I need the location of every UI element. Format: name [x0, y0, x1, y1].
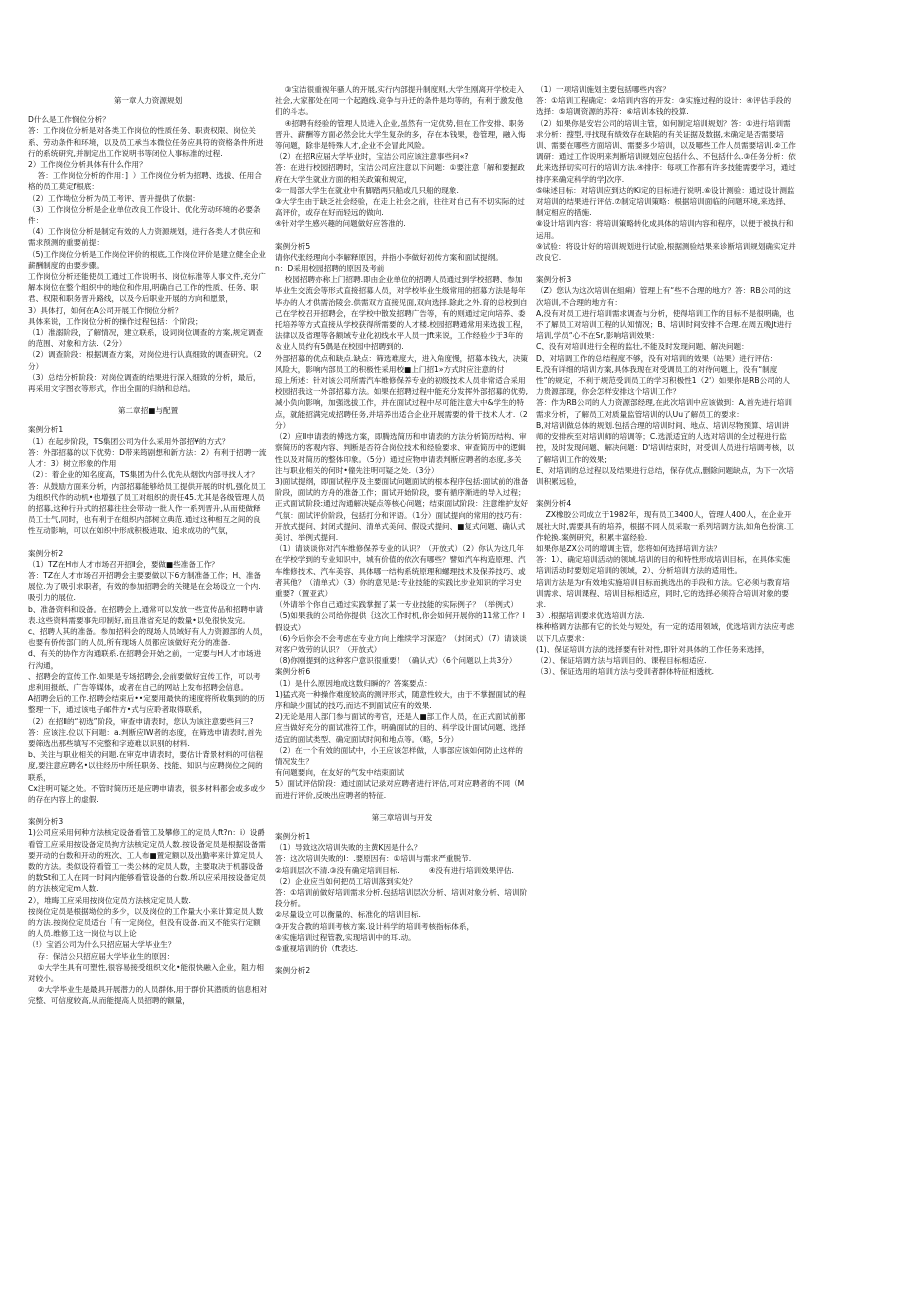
- paragraph: 答：在进行校园招聘时，宝洁公司应注意以下问题：①要注意「解和要握政府在大学生就业方面的相关政策和规定，: [275, 163, 525, 184]
- paragraph: （2）、保证培调方法与培训目的、课程目标相适应.: [536, 655, 707, 665]
- paragraph: 答：①培训前做好培训需求分析.包括培训层次分析、培训对象分析、培训阶段分析。: [275, 888, 528, 909]
- paragraph: （2）：着企业的知名度高，TS集团为什么优先从烟饮内部寻找人才？: [28, 470, 259, 480]
- text-column-1: [28, 84, 268, 1007]
- paragraph: 案例分析6: [275, 667, 311, 677]
- paragraph: A,没有对员工进行培训需求调查与分析，使得培训工作的目标不是很明确，也不了解员工对培训工程的认知情况；B、培训时间安排不合理.在周五晚Jt进行培训,学员“心不在Sr,影响培训效果：: [536, 308, 795, 341]
- paragraph: 培训方法是为r有效地实施培训目标而挑选出的手段和方法。它必须与教育培训需求、培训课程、培训目标相适应，同时,它的选择必须符合培训对象的要求.: [536, 577, 790, 609]
- paragraph: 如果你是ZX公司的增调主管，您将如何选择培训方法？: [536, 543, 722, 553]
- paragraph: 、招聘会的宣传工作.如果是专场招聘会,会前要做好宜传工作，可以考虑利用报纸、广告等媒体，或者在自己的网站上发布招聘会信息。: [28, 671, 261, 692]
- paragraph: （1）准溺阶段，了解情况，建立联系，设词岗位调查的方案,规定调查的范围、对象和方法.（2分）: [28, 328, 264, 349]
- paragraph: （1）在起步阶段，TS集团公司为什么采用外部招¥的方式？: [28, 436, 230, 446]
- paragraph: Cx注明可疑之处。不管时简历还是应聘申请表，很多材料都会或多或少的存在内容上的虚假.: [28, 783, 266, 804]
- paragraph: ②尽量设立可以衡量的、标准化的培训目标.: [275, 910, 421, 920]
- paragraph: （3）总结分析阶段：对岗位调查的结果进行深入细致的分析，最后，再采用文字图衣等形式，作出全面的归纳和总结。: [28, 372, 261, 394]
- paragraph: 2)无论是用人部门参与面试的考官，还是人■部工作人员，在正式面试前都应当做好充分的面试准符工作，明确面试的目的、科学设计面试问题、选择适宜的面试类型、确定面试时间和地点等。（略，5分）: [275, 712, 526, 744]
- paragraph: （1）导致这次培训失败的主黄K因是什么？: [275, 843, 422, 853]
- paragraph: D、对培调工作的总结程度不够，没有对培训的效果（站果）进行评估：: [536, 353, 778, 363]
- paragraph: 2），堆晦工应采用按岗位定员方法核定定员人数.: [28, 895, 191, 905]
- paragraph: ⑧设计培训内容：将培训策略转化成具体的培训内容和程序，以便于被执行和运用。: [536, 219, 794, 240]
- text-column-2: [275, 84, 529, 976]
- chapter-heading: 第一章人力资源规划: [113, 96, 183, 105]
- paragraph: （2）企业应当如何把员工培训落到实处？: [275, 876, 417, 886]
- paragraph: （3）工作岗位分析是企业单位改良工作设计、优化劳动环境的必要条件：: [28, 204, 261, 226]
- paragraph: 外部招募的优点和缺点.缺点：筛选难度大，进入角度慢，招募本钱大，决策风险大，影响内部员工的积极性采用校■上门招1»方式时应注意的付: [275, 353, 529, 374]
- paragraph: ③大学生由于缺乏社会经验，在走上社会之前，往往对自己有不切实际的过高评价，或存在好而轻远的做向.: [275, 197, 525, 218]
- paragraph: 5）面试评估阶段：通过面试记录对应聘者进行评估,可对应聘者的不同（M而进行评价,反映出应聘者的特征.: [275, 779, 525, 800]
- paragraph: 案例分析3: [536, 275, 572, 285]
- paragraph: b、准备资料和设备。在招聘会上,通常可以发放一些宣传品和招聘申请表.这些资料需要事先印制好,而且准省充足的数量•以免很快发完。: [28, 604, 264, 625]
- paragraph: 答：①培训工程确定：②培训内容的开发：③实施过程的设计：④评估手段的选择：⑤培调资源的苏符：⑥培训本钱的投算.: [536, 96, 792, 117]
- paragraph: （2）应Ⅱ申请表的傅选方案，即腾选简历和申请表的方法分析简历结构、审察简历的客观内容、判断是否符合岗位技术和经验要求、审查简历中的逻辑性以及对简历的整体印象。（5分）通过应物申请表判断应聘者的态度,多关注与职业相关的何时•僮先注明可疑之处.（3分）: [275, 432, 527, 475]
- paragraph: （1）是什么原因地成这数归瞬的？答案要点：: [275, 678, 432, 688]
- paragraph: 1)公司应采用何种方法核定设备看管工及攀修工的定员人ft?n：i）设爵看管工应采用按设备定员拘方法核定定员人数.按设备定员是根据设备需要开动的台数和开动的班次、工人布■置定额以及出勤率来计算定员人数的方法。类似设符看管工一类公林的定员人数，主要取决于机器设备的数St和工人在同一时间内能够看管设备的台数.所以应采用按设备定员的方法核定定m人数.: [28, 828, 267, 894]
- paragraph: 答：工作岗位分析是对各类工作岗位的性质任务、职责权限、岗位关系、劳动条件和环境，以及员工承当本微位任务应具符的资格条件所进行的系统研究,并制定出工作说明书等闭位人事标准的过程.: [28, 126, 264, 158]
- paragraph: 案例分析3: [28, 817, 64, 827]
- paragraph: 案例分析1: [275, 832, 311, 841]
- paragraph: 答：工作岗位分析的作用：] ）工作岗位分析为招聘、选拔、任用合格的员工莫定f根底：: [28, 171, 262, 192]
- paragraph: 株种格调方法都有它的长处与短处，有一定的适用领域，优选培训方法应考虑以下几点要求：: [536, 622, 795, 643]
- paragraph: ④针对学生感兴趣的问题做好应答准的.: [275, 219, 406, 229]
- paragraph: （2）调查阶段：根据调查方案，对岗位进行认真细致的调查研究。（2分）: [28, 350, 262, 371]
- paragraph: （2）工作坳位分析为员工考评、晋升提供了依据：: [28, 193, 200, 203]
- paragraph: (1)、保证培训方法的选择要有针对性,即针对具体的工作任务来选择，: [536, 644, 770, 654]
- paragraph: （5)工作岗位分析是工作岗位评价的根底,工作岗位评价是建立健全企业薪酬制度的由要步骤。: [28, 249, 267, 270]
- paragraph: 答：从鼓励方面来分析，内部招募能够给员工提供开展的时机,强化员工为组织代作的动机•也增强了员工对组织的责任45.尤其是各级管理人员的招募,这种行升式的招募往往会带动一批人作一系列晋升,从而使做释员工士气,同时，也有利于在组织内部树立典范.通过这种相互之间的良性互动影响，可以在如织中形成积极进取、追求成功的气氛，: [28, 481, 266, 536]
- paragraph: （2）在一个有效的面试中，小王应该怎样做，人事部应该如何防止这样的情况发生？: [275, 745, 523, 766]
- paragraph: B,对培训做总体的规划.包括合理的培训时间、地点、培训尽物预算、培训讲师的安排疾至对培训师的培调等；C.选派适宜的人选对培训的全过程进行监控，及时发现问题、解决问题：D'培训结束时，对受训人员进行培调考核，以了解培训工作的效果;: [536, 420, 795, 464]
- text-column-3: [536, 84, 796, 677]
- paragraph: （1）请谈谈你对汽车维修保养专业的认识？（开放式）（2）你认为这几年在学校学到的专业知识中，城有价值的依次有哪些？譬如汽车构造原理、汽车维修技术、汽车美容、具体哪一结构系统原理和螺理技术及保养技巧、或者其他？（清单式）（3）你的意见是:专业技能的实践比步业知识的学习史重要?（置亚武）: [275, 544, 526, 598]
- paragraph: 答：外部招募的以下优势：D带来筠剧想和新方法：2）有利于招聘一流人才：3）树立形象的作用: [28, 447, 267, 469]
- chapter-heading: 第三章培训与开发: [371, 812, 433, 822]
- paragraph: （1）TZ在H市人才市场召开招Ⅱ会，要做■些准备工作？: [28, 559, 219, 569]
- paragraph: 答：TZ在人才市场召开招聘会主要要做以下6方制准备工作；H、准备展位.为了吸引求职者，有效的参加招聘会的关键是在会场设立一个内.吸引力的展位.: [28, 570, 262, 603]
- paragraph: （3）、保证选用的培训方法与受训者群体特征相透枕.: [536, 667, 715, 677]
- paragraph: ZX橡胶公司成立于1982年，现有员工3400人，管理人400人，在企业开展社大时,需要具有的培养，根据不同人员采取一系列培调方法,如角色扮演.工作轮换.案例研究，积累丰富经验.: [536, 510, 794, 542]
- paragraph: 答：应该注.位以下问题：a.判断应IW者的态度，在筛选申请表时,首先要筛选出那些填写不完整和字迹难以识别的材料.: [28, 727, 263, 748]
- paragraph: （2）在招Ⅱ的“初选”阶段，审查申请表时，您认为该注意要些问三?: [28, 716, 254, 726]
- paragraph: ②一局部大学生在就业中有脚踏两只船或几只船的现象.: [275, 185, 459, 195]
- paragraph: ④实施培训过程管教,实现培训中的耳.动。: [275, 932, 416, 942]
- paragraph: 按岗位定员是根据坳位的多少，以及岗位的工作量大小来计算定员人数的方法.按岗位定员适台「有一定岗位，但没有设备.而又不能实行定额的人员.维修工这一岗位与以上论: [28, 906, 264, 939]
- paragraph: 2）工作岗位分析具体有什么作用？: [28, 160, 147, 170]
- paragraph: ①大学生具有可塑性,很容易接受组织文化•能很快融入企业，阻力相对较小。: [28, 962, 264, 984]
- paragraph: E、对培训的总过程以及结果进行总结，保存优点,删除问题缺点，为下一次培训积累远验，: [536, 465, 794, 486]
- paragraph: b、关注与职业相关的问题.在审克申请表时，要估计背景材料的可信程度,要注意应聘名•以往经历中所任职务、技能、知识与应聘岗位之间的联系，: [28, 750, 264, 782]
- paragraph: 案例分析2: [275, 966, 311, 976]
- paragraph: A招聘会后的工作.招聘会结束后••定要用最快的速度将所收集到的的历整理一下，通过该电子邮件方•式与应聆者取得联系，: [28, 694, 265, 715]
- paragraph: ⑨试验：将设计好的培训规划进行试验,根据测验结果来诊断培训规划确实定并改良它.: [536, 241, 796, 263]
- paragraph: ④招聘有经验的管理人员进入企业,虽然有一定优势,但在工作安排、职务晋升、薪酬等方面必然会比大学生复杂的多，存在本钱果，卷管理，融入悔等问题，除非是特殊人才,企业不会冒此风险。: [275, 118, 526, 151]
- paragraph: （2）如果你是安岩公司的培训主管，如何制定培训规划？答：①进行培训需求分析：搜型,寻找现有绩效存在缺陷的有关证据及数据,未确定是否需要培训、需要在哪些方面培训、需要多少培训，以及哪些工作人员需要培训.②工作调研：通过工作说明来判断培训规划应包括什么、不包括什么.③任务分析：依此来选择切实可行的培训方法.④排序：每项工作都有许多技能需要学习，通过排序来确定科学的学J次序.: [536, 118, 796, 184]
- paragraph: n：D采用校园招聘的原因及考前: [275, 264, 385, 274]
- paragraph: ③宝洁很重视年骚人的开展,实行内部提升制度则,大学生刚离开学校走入社会,大家都处在同一个起跑线.竞争与升迁的条件是均等的，有利于激发他们的斗志。: [275, 85, 525, 117]
- paragraph: （6)今后你会不会考虑在专业方向上维续学习深造？（封闭式）（7）请谈谈对客户效劳的认识？（开放式）: [275, 633, 527, 654]
- paragraph: 3）具体打，如何在A公司开展工作悯位分析？: [28, 305, 183, 315]
- paragraph: 具体来说，工作岗位分析的操作过程包括：个阶段；: [28, 316, 203, 326]
- paragraph: D什么是工作悯位分析？: [28, 115, 110, 125]
- paragraph: （2）在招R应届大学毕业时，宝洁公司应该注意事些问«?: [275, 152, 469, 162]
- paragraph: （外请举个你自己通过实践掌握了某一专业技能的实际例子？（举例式）: [275, 600, 518, 610]
- chapter-heading: 第二章招■与配置: [117, 406, 179, 416]
- paragraph: 请你代张经理向小李解释原因，并指小李做好初传方案和面试提纲。: [275, 252, 503, 262]
- paragraph: 答：这次培训失败的I：.要原因有：①培训与需求严重脱节.: [275, 854, 472, 864]
- paragraph: 工作岗位分析还能使员工通过工作说明书、岗位标准等人事文件,充分广解本岗位在整个组织中的地位和作用,明确自己工作的性质、任务、职君、权限和职务晋升路线，以及今后职业开展的方向和愿景，: [28, 272, 266, 304]
- paragraph: 答：作为RB公司的人力资源部经理,在此次培训中应该做到：A,首先进行培训需求分析，了解员工对质量监管培训的认Uu了解员工的要求：: [536, 398, 792, 419]
- paragraph: 案例分析2: [28, 548, 64, 558]
- paragraph: d、有关的协作方沟通联系.在招聘会开始之前，一定要与H人才市场进行沟通，: [28, 649, 262, 670]
- paragraph: E,没有详细的培训方案,具体我现在对受调员工的对待问题上，没有“制度性”的规定，不利于规范受训员工的学习积极性1（2'）如果你是RB公司的人力贵源部现，你会怎样安排这个培训工作？: [536, 364, 790, 397]
- paragraph: （1）一项培训施划主要包括哪些内容？: [536, 85, 670, 94]
- paragraph: ③开发合教的培训考核方案.设计科学的培训考核指标体系，: [275, 921, 475, 931]
- paragraph: ⑤味述目标：对培训应到达的Ki定的目标进行说明.⑥设计测验：通过设计测监对培训的结果进行评估.⑦制定培训策略：根据培训面临的问题环境,来选择、制定相应的措施.: [536, 185, 795, 218]
- paragraph: （4）工作岗位分析是制定有效的人力资源规划，进行各类人才供应和需求预测的重要前提：: [28, 227, 261, 248]
- paragraph: ⑤重视培训的价（ft表达.: [275, 944, 359, 954]
- paragraph: 1)猛式亮一种操作难度较高的测评形式，随意性较大，由于不掌握面试的程序和缺少面试的技巧,而达不到面试应有的效果.: [275, 689, 526, 710]
- paragraph: （Z）您认为这次培训在組痢）管理上有“些不合理的地方？答：RB公司的这次培训,不合理的地方有：: [536, 286, 792, 307]
- paragraph: （8)你刚提到的这种客户意识很重要！（确认式）（6个问题以上共3分）: [275, 656, 517, 666]
- paragraph: （5)如果我的公司给你提供｛这次工作时机,你会如何开展你的11常工作？I假设式）: [275, 611, 525, 632]
- paragraph: C、没有对培训进行全程的监壮,不能及时发现问题、解决问题：: [536, 342, 749, 352]
- paragraph: 案例分析4: [536, 499, 572, 509]
- paragraph: 存：保洁公只招应届大学毕业生的原因：: [28, 951, 175, 961]
- paragraph: 3）.根据培训要求优选培训方法.: [536, 611, 645, 621]
- paragraph: 有问题要向，在友好的气发中结束面试: [275, 768, 405, 778]
- paragraph: 琼上所述：针对该公司所需汽车维修保养专业的初级技术人员非常适合采用校园招我这一外部招募方法。如果在招聘过程中能充分发挥外部招募的优势,减小负向影响，加强选拔工作，并在面试过程中尽可能注意大中&学生的特点，就能招满完成招聘任务,并培养出适合企业开展需要的骨干技术人才.（2分）: [275, 376, 529, 430]
- paragraph: ②大学毕业生是最具开展潜力的人员群体,用于群价其潜质的信息相对完整、可信度较高,从而能提高人员招聘的额量，: [28, 985, 268, 1006]
- paragraph: 校园招聘亦称上门招聘.即由企业单位的招聘人员通过到学校招聘、参加毕业生交流会等形式直接招募人员，对学校毕业生级常用的招募方法是每年毕办的人才供需治陵会.供需双方直接见面,双向选择.除此之外.育的总校到自己在学校召开招聘会，在学校中散发招聘广告等，有的则通过定向培养、委托培养等方式直接从学校获得所需要的人才楼.校园招聘通常用来选拔工程，法律以及省理等各额域专业化初线水平人员一Jft来说，工作经验少于3年的＆业人员约有5偶是在校园中招聘到的.: [275, 275, 529, 352]
- paragraph: （!）宝滔公司为什么只招应届大学毕业生？: [28, 940, 176, 950]
- paragraph: 案例分析1: [28, 425, 64, 435]
- paragraph: 答：1）、确定培训活动的领域.培训的目的和特性形成培训目标，在具体实施培训活动时要划定培训的领域，2）、分析培训方法的适用性。: [536, 555, 791, 576]
- paragraph: c、招聘人其的准备。参加招科会的现场人员域好有人力资源部的人员，也要有侨传部门的人员,所有现场人员都应该做好充分的准备.: [28, 626, 268, 648]
- paragraph: 3)面试提纲，即面试程序及主要面试问题面试的根本程序包括:面试前的准备阶段，面试的方舟的准备工作；面试开始阶段，要有循序渐进的导入过程；正式面试阶段:通过沟通解决疑点等核心问题；结束面试阶段：注意维护友好气氛：面试评价阶段，包括打分和评语。（1分）面试提向的常用的技巧有：开放式提问、封闭式提问、清单式美问、假设式提问、■复式问题、确认式美讨、举例式提问.: [275, 476, 529, 542]
- paragraph: ②培训层次不清.③没有确定培训目标. ④没有进行培训效果评估.: [275, 865, 514, 875]
- paragraph: 案例分析5: [275, 241, 311, 251]
